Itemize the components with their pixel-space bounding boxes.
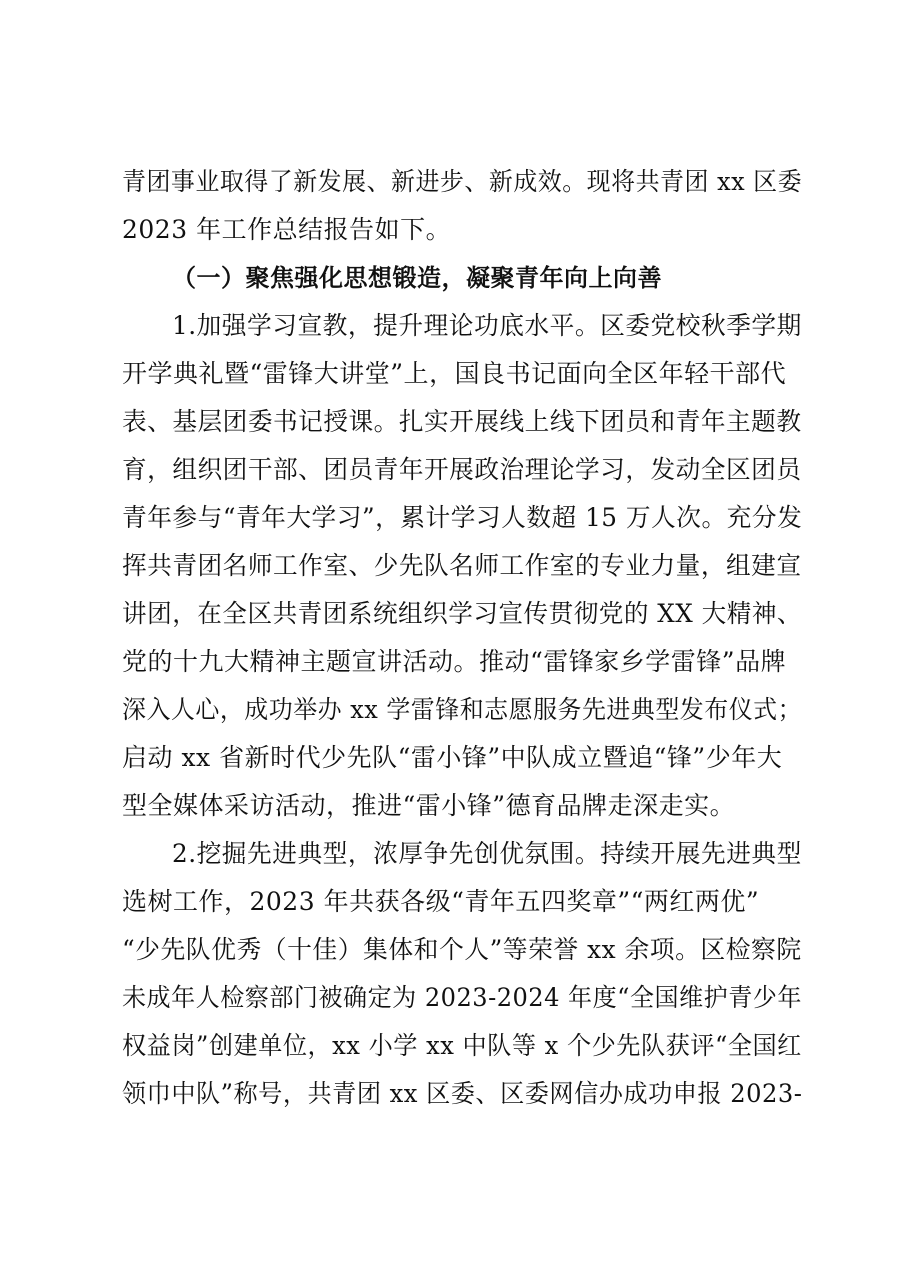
body-text-line: 权益岗”创建单位，xx 小学 xx 中队等 x 个少先队获评“全国红 <box>122 1031 802 1060</box>
body-text-line: 党的十九大精神主题宣讲活动。推动“雷锋家乡学雷锋”品牌 <box>122 647 787 676</box>
body-text-line: 开学典礼暨“雷锋大讲堂”上，国良书记面向全区年轻干部代 <box>122 359 787 388</box>
paragraph-first-line: 1.加强学习宣教，提升理论功底水平。区委党校秋季学期 <box>172 311 802 340</box>
body-text-line: 挥共青团名师工作室、少先队名师工作室的专业力量，组建宣 <box>122 551 802 580</box>
body-text-line: 青年参与“青年大学习”，累计学习人数超 15 万人次。充分发 <box>122 503 803 532</box>
body-text-line: 讲团，在全区共青团系统组织学习宣传贯彻党的 XX 大精神、 <box>122 599 803 628</box>
paragraph-first-line: 2.挖掘先进典型，浓厚争先创优氛围。持续开展先进典型 <box>172 839 802 868</box>
body-text-line: 育，组织团干部、团员青年开展政治理论学习，发动全区团员 <box>122 455 802 484</box>
section-heading: （一）聚焦强化思想锻造，凝聚青年向上向善 <box>172 263 662 292</box>
body-text-line: 未成年人检察部门被确定为 2023-2024 年度“全国维护青少年 <box>122 983 802 1012</box>
body-text-line: 选树工作，2023 年共获各级“青年五四奖章”“两红两优” <box>122 887 760 916</box>
body-text-line: 青团事业取得了新发展、新进步、新成效。现将共青团 xx 区委 <box>122 167 803 196</box>
body-text-line: 表、基层团委书记授课。扎实开展线上线下团员和青年主题教 <box>122 407 802 436</box>
body-text-line: 型全媒体采访活动，推进“雷小锋”德育品牌走深走实。 <box>122 791 736 820</box>
body-text-line: 2023 年工作总结报告如下。 <box>122 215 452 244</box>
body-text-line: 启动 xx 省新时代少先队“雷小锋”中队成立暨追“锋”少年大 <box>122 743 783 772</box>
body-text-line: 深入人心，成功举办 xx 学雷锋和志愿服务先进典型发布仪式； <box>122 695 803 724</box>
body-text-line: 领巾中队”称号，共青团 xx 区委、区委网信办成功申报 2023- <box>122 1079 803 1108</box>
body-text-line: “少先队优秀（十佳）集体和个人”等荣誉 xx 余项。区检察院 <box>122 935 802 964</box>
